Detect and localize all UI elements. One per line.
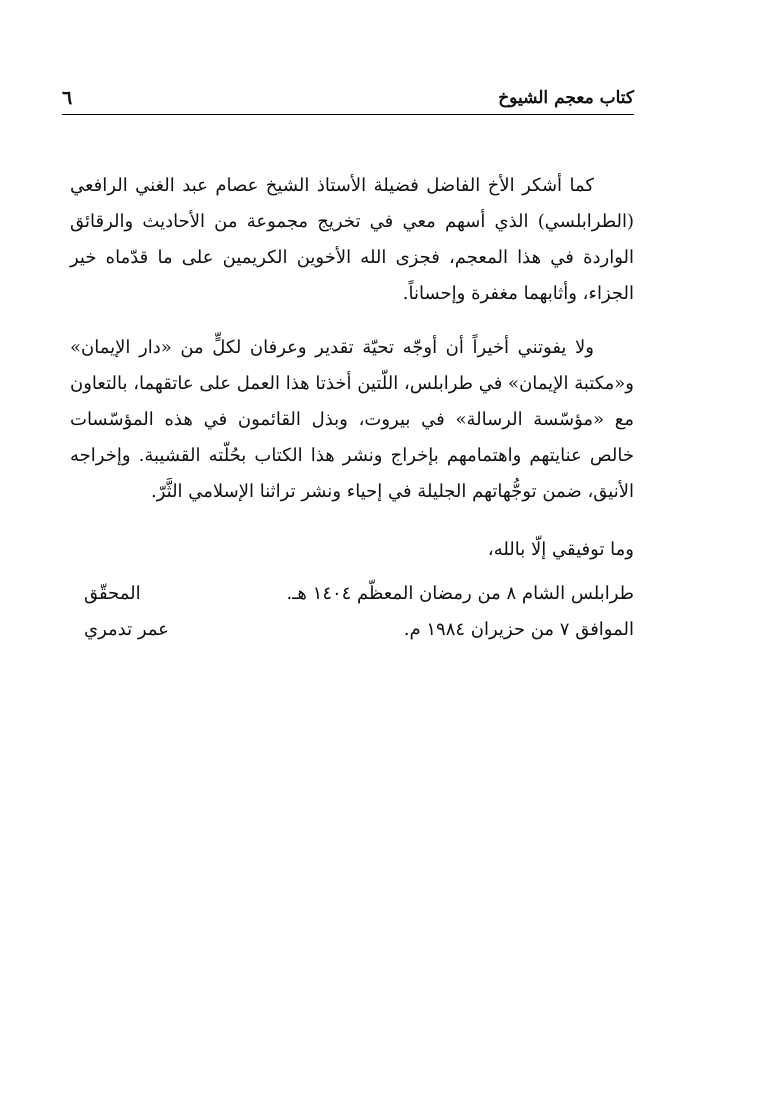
signature-line-2 [62,612,634,648]
paragraph-thanks-publishers: ولا يفوتني أخيراً أن أوجّه تحيّة تقدير وعرفان لكلٍّ من «دار الإيمان» و«مكتبة الإيمان» في طرابلس، اللّتين أخذتا هذا العمل على عاتقهما، بالتعاون مع «مؤسّسة الرسالة» في بيروت، وبذل القائمون في هذه المؤسّسات خالص عنايتهم واهتمامهم بإخراج ونشر هذا الكتاب بحُلّته القشيبة. وإخراجه الأنيق، ضمن توجُّهاتهم الجليلة في إحياء ونشر تراثنا الإسلامي الثَّرّ. [70,337,634,502]
editor-role: المحقّق [84,583,141,604]
signature-line-1 [62,576,634,612]
running-header [62,86,634,110]
header-rule [62,114,634,115]
paragraph-acknowledgement: كما أشكر الأخ الفاضل فضيلة الأستاذ الشيخ عصام عبد الغني الرافعي (الطرابلسي) الذي أسهم معي في تخريج مجموعة من الأحاديث والرقائق الواردة في هذا المعجم، فجزى الله الأخوين الكريمين على ما قدّماه خير الجزاء، وأثابهما مغفرة وإحساناً. [70,175,634,304]
editor-name: عمر تدمري [84,619,169,640]
body-text [70,168,634,528]
closing-line: وما توفيقي إلّا بالله، [487,539,634,560]
gregorian-date: الموافق ٧ من حزيران ١٩٨٤ م. [403,619,634,640]
book-title: كتاب معجم الشيوخ [498,88,634,108]
place-date: طرابلس الشام ٨ من رمضان المعظّم ١٤٠٤ هـ. [286,583,634,604]
signature-block [62,576,634,648]
page-number: ٦ [62,87,73,109]
